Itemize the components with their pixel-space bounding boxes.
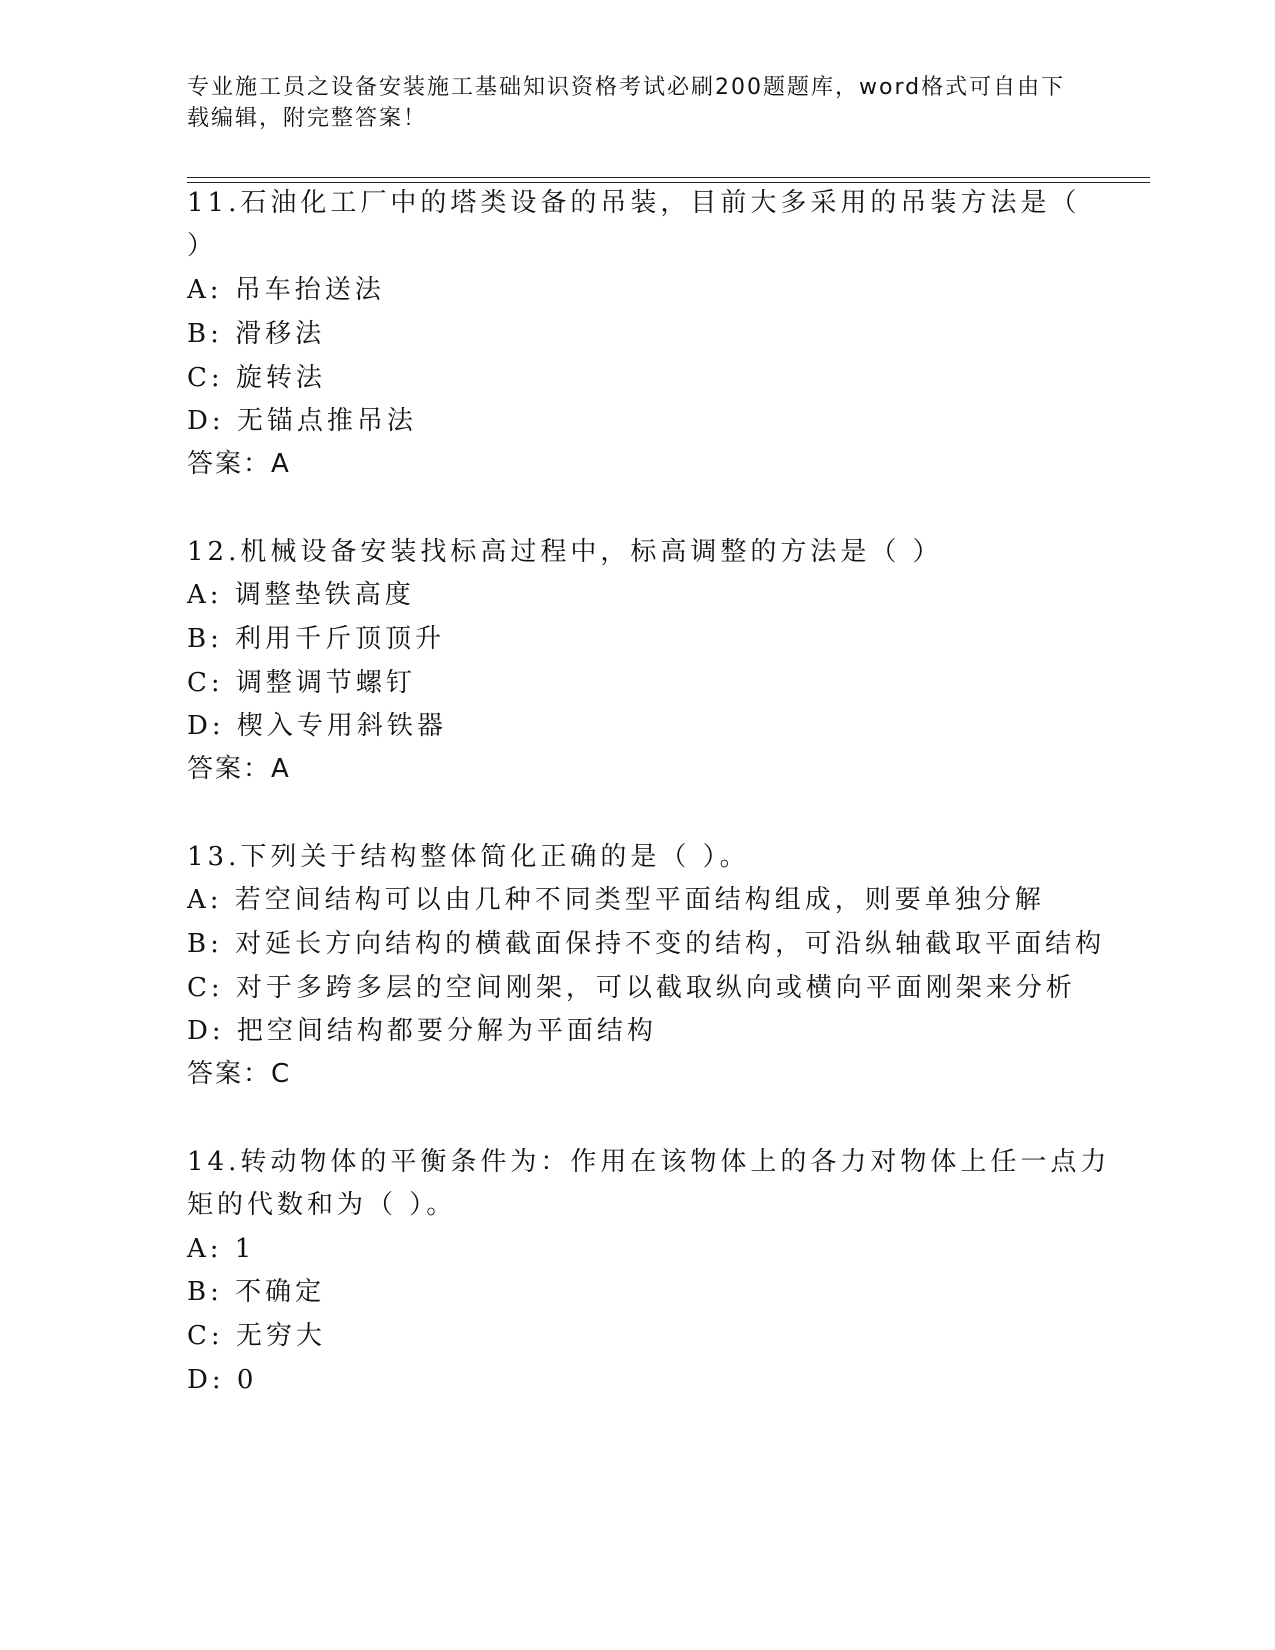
question-13-option-a: A: 若空间结构可以由几种不同类型平面结构组成，则要单独分解 <box>187 885 1045 915</box>
header-divider-top <box>187 177 1150 178</box>
question-13-answer: 答案：C <box>187 1059 292 1089</box>
question-13-option-d: D: 把空间结构都要分解为平面结构 <box>187 1016 657 1046</box>
question-11-answer: 答案：A <box>187 449 291 479</box>
question-14-option-d: D: 0 <box>187 1365 258 1395</box>
header-divider-bottom <box>187 182 1150 183</box>
question-11-option-c: C: 旋转法 <box>187 363 326 393</box>
question-14-option-b: B: 不确定 <box>187 1277 326 1307</box>
question-12-option-c: C: 调整调节螺钉 <box>187 668 416 698</box>
question-14-stem-line1: 14.转动物体的平衡条件为：作用在该物体上的各力对物体上任一点力 <box>187 1147 1111 1177</box>
question-12-answer: 答案：A <box>187 754 291 784</box>
question-11-stem-line2: ） <box>187 231 218 261</box>
question-12-option-b: B: 利用千斤顶顶升 <box>187 624 446 654</box>
question-12-option-a: A: 调整垫铁高度 <box>187 580 415 610</box>
question-11-stem-line1: 11.石油化工厂中的塔类设备的吊装，目前大多采用的吊装方法是（ <box>187 188 1081 218</box>
question-11-option-d: D: 无锚点推吊法 <box>187 406 417 436</box>
question-12-option-d: D: 楔入专用斜铁器 <box>187 711 447 741</box>
question-11-option-b: B: 滑移法 <box>187 319 326 349</box>
question-12-stem-line1: 12.机械设备安装找标高过程中，标高调整的方法是（ ） <box>187 537 943 567</box>
document-header: 专业施工员之设备安装施工基础知识资格考试必刷200题题库，word格式可自由下载编辑，附完整答案！ <box>187 75 1066 131</box>
question-13-stem-line1: 13.下列关于结构整体简化正确的是（ ）。 <box>187 842 750 872</box>
question-14-stem-line2: 矩的代数和为（ ）。 <box>187 1190 457 1220</box>
question-14-option-c: C: 无穷大 <box>187 1321 326 1351</box>
question-14-option-a: A: 1 <box>187 1234 256 1264</box>
question-13-option-b: B: 对延长方向结构的横截面保持不变的结构，可沿纵轴截取平面结构 <box>187 929 1106 959</box>
question-13-option-c: C: 对于多跨多层的空间刚架，可以截取纵向或横向平面刚架来分析 <box>187 973 1076 1003</box>
question-11-option-a: A: 吊车抬送法 <box>187 275 385 305</box>
